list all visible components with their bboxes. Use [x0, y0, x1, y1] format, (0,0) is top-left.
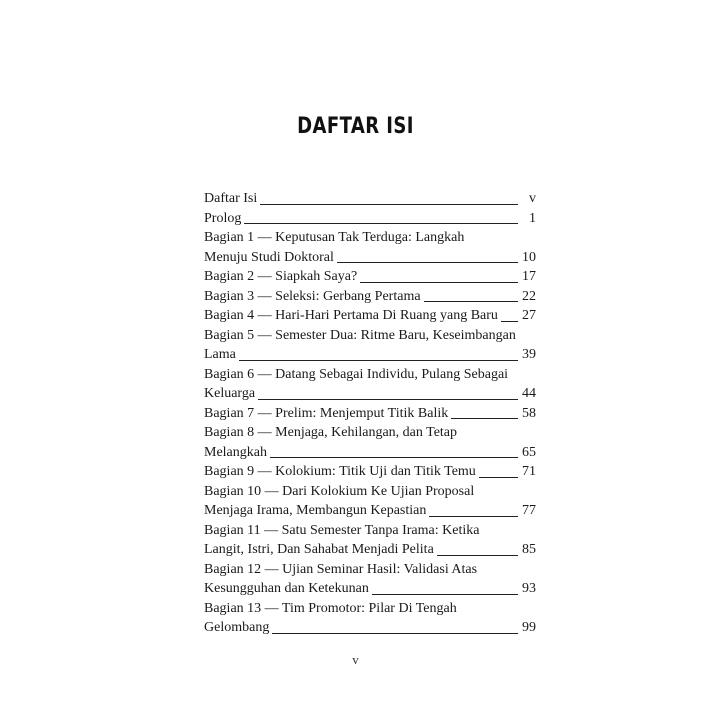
toc-entry-title: Lama [204, 347, 236, 362]
toc-entry-title: Keluarga [204, 386, 256, 401]
toc-page-number: 39 [522, 347, 536, 362]
toc-entry-title: Bagian 5 — Semester Dua: Ritme Baru, Keseimbangan [204, 327, 516, 343]
toc-page-number: 58 [522, 405, 536, 421]
toc-leader-line [429, 515, 518, 517]
toc-entry-line [204, 618, 536, 638]
toc-entry-line [204, 365, 536, 385]
toc-entry-title: Bagian 1 — Keputusan Tak Terduga: Langkah [204, 230, 465, 245]
toc-leader-line [239, 359, 518, 361]
toc-entry-line [204, 501, 536, 521]
toc-page-number: 65 [522, 444, 536, 460]
toc-leader-line [372, 593, 518, 595]
toc-entry-line [204, 443, 536, 463]
toc-entry-title: Bagian 2 — Siapkah Saya? [204, 269, 358, 284]
toc-leader-line [451, 417, 518, 419]
toc-entry-title: Daftar Isi [204, 191, 258, 206]
toc-entry-title: Bagian 12 — Ujian Seminar Hasil: Validasi Atas [204, 561, 478, 577]
toc-entry-line [204, 306, 536, 326]
toc-page-number: 93 [522, 581, 536, 596]
toc-entry-title: Menuju Studi Doktoral [204, 249, 334, 265]
toc-entry-line [204, 482, 536, 502]
toc-page-number: 10 [522, 249, 536, 265]
toc-entry-line [204, 189, 536, 209]
toc-entry-title: Kesungguhan dan Ketekunan [204, 581, 369, 596]
toc-entry-line [204, 521, 536, 541]
toc-entry-line [204, 384, 536, 404]
toc-entry-title: Menjaga Irama, Membangun Kepastian [204, 503, 427, 518]
toc-entry-title: Bagian 6 — Datang Sebagai Individu, Pulang Sebagai [204, 366, 509, 382]
page-title: DAFTAR ISI [297, 114, 414, 139]
toc-entry-title: Melangkah [204, 444, 267, 460]
toc-page-number: 44 [522, 386, 536, 401]
toc-page-number: 99 [522, 620, 536, 635]
toc-entry-line [204, 209, 536, 229]
toc-entry-line [204, 248, 536, 268]
toc-entry-title: Bagian 7 — Prelim: Menjemput Titik Balik [204, 405, 449, 421]
toc-page-number: 1 [529, 210, 536, 226]
toc-leader-line [272, 632, 518, 634]
toc-entry-line [204, 560, 536, 580]
toc-leader-line [479, 476, 518, 478]
toc-entry-line [204, 326, 536, 346]
toc-leader-line [437, 554, 518, 556]
toc-entry-title: Bagian 11 — Satu Semester Tanpa Irama: Ketika [204, 522, 480, 538]
toc-leader-line [244, 222, 518, 224]
toc-entry-title: Bagian 10 — Dari Kolokium Ke Ujian Proposal [204, 483, 475, 499]
toc-leader-line [258, 398, 518, 400]
toc-entry-line [204, 540, 536, 560]
toc-page-number: 22 [522, 288, 536, 304]
toc-entry-title: Langit, Istri, Dan Sahabat Menjadi Pelita [204, 542, 434, 557]
toc-entry-title: Gelombang [204, 620, 270, 635]
toc-leader-line [337, 261, 518, 263]
toc-entry-line [204, 228, 536, 248]
toc-entry-title: Prolog [204, 210, 242, 226]
toc-entry-title: Bagian 8 — Menjaga, Kehilangan, dan Tetap [204, 425, 458, 440]
toc-page-number: v [529, 191, 536, 206]
toc-page-number: 85 [522, 542, 536, 557]
table-of-contents [204, 189, 536, 638]
toc-entry-line [204, 462, 536, 482]
toc-entry-title: Bagian 9 — Kolokium: Titik Uji dan Titik Temu [204, 464, 476, 479]
toc-leader-line [360, 281, 518, 283]
toc-entry-line [204, 267, 536, 287]
toc-page-number: 71 [522, 464, 536, 479]
toc-entry-title: Bagian 3 — Seleksi: Gerbang Pertama [204, 288, 421, 304]
toc-leader-line [501, 320, 518, 322]
toc-leader-line [424, 300, 518, 302]
toc-entry-line [204, 599, 536, 619]
toc-entry-title: Bagian 13 — Tim Promotor: Pilar Di Tengah [204, 600, 457, 616]
toc-leader-line [270, 456, 518, 458]
toc-entry-line [204, 579, 536, 599]
page-number-footer: v [352, 652, 359, 667]
toc-entry-line [204, 404, 536, 424]
toc-page-number: 77 [522, 503, 536, 518]
toc-entry-line [204, 345, 536, 365]
toc-entry-title: Bagian 4 — Hari-Hari Pertama Di Ruang yang Baru [204, 308, 498, 323]
toc-entry-line [204, 423, 536, 443]
toc-entry-line [204, 287, 536, 307]
toc-page-number: 27 [522, 308, 536, 323]
toc-leader-line [260, 203, 518, 205]
toc-page-number: 17 [522, 269, 536, 284]
